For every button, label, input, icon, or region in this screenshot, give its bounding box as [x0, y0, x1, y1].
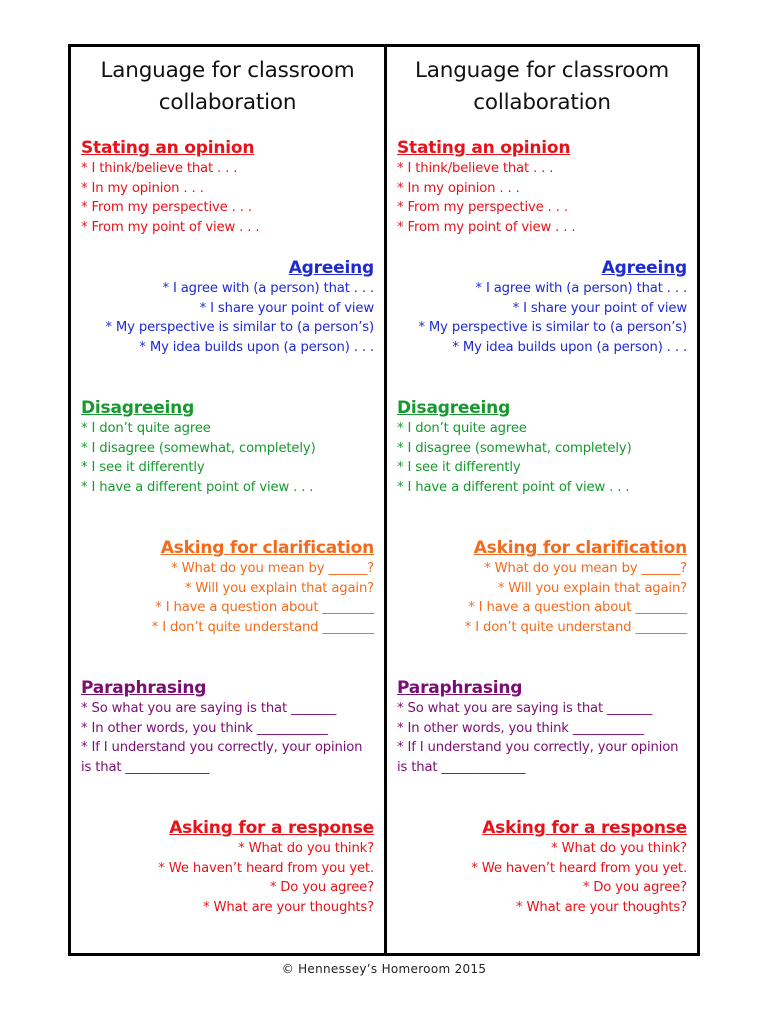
phrase-item: * We haven’t heard from you yet. — [158, 860, 374, 876]
phrase-item: * Do you agree? — [269, 880, 374, 896]
section-asking-for-a-response — [81, 817, 374, 917]
section-heading: Asking for clarification — [160, 538, 374, 558]
section-heading: Asking for a response — [169, 818, 374, 838]
phrase-item: * I don’t quite understand ________ — [464, 619, 687, 635]
phrase-item: * What do you mean by ______? — [484, 561, 687, 576]
section-heading: Agreeing — [288, 258, 374, 278]
phrase-item: * If I understand you correctly, your opinion is that _____________ — [397, 740, 679, 775]
phrase-item: * I don’t quite agree — [81, 421, 211, 436]
phrase-item: * My perspective is similar to (a person’s) — [418, 320, 687, 336]
phrase-item: * Do you agree? — [582, 880, 687, 896]
section-heading: Asking for clarification — [473, 538, 687, 558]
phrase-item: * From my perspective . . . — [397, 200, 568, 216]
phrase-item: * What do you mean by ______? — [171, 561, 374, 576]
phrase-item: * From my perspective . . . — [81, 200, 252, 216]
section-asking-for-clarification — [81, 537, 374, 637]
phrase-item: * If I understand you correctly, your opinion is that _____________ — [81, 740, 363, 775]
bookmark-left — [71, 47, 384, 953]
copyright-footer: © Hennessey’s Homeroom 2015 — [281, 962, 487, 976]
phrase-item: * I agree with (a person) that . . . — [475, 281, 687, 296]
section-heading: Stating an opinion — [397, 138, 571, 158]
phrase-item: * I share your point of view — [512, 300, 687, 316]
phrase-item: * I have a different point of view . . . — [397, 479, 630, 495]
section-stating-an-opinion — [81, 137, 374, 237]
bookmark-sheet — [68, 44, 700, 956]
phrase-item: * Will you explain that again? — [497, 580, 687, 596]
section-disagreeing — [81, 397, 374, 497]
section-heading: Disagreeing — [81, 398, 195, 418]
phrase-item: * From my point of view . . . — [397, 219, 576, 235]
phrase-item: * In other words, you think ___________ — [397, 720, 644, 736]
section-paraphrasing — [81, 677, 374, 777]
phrase-item: * We haven’t heard from you yet. — [471, 860, 687, 876]
section-heading: Paraphrasing — [397, 678, 523, 698]
bookmark-right — [384, 47, 697, 953]
phrase-item: * My idea builds upon (a person) . . . — [139, 339, 374, 355]
phrase-item: * In my opinion . . . — [81, 180, 204, 196]
phrase-item: * I don’t quite understand ________ — [151, 619, 374, 635]
phrase-item: * What do you think? — [238, 841, 374, 856]
phrase-item: * So what you are saying is that _______ — [397, 701, 653, 716]
phrase-item: * So what you are saying is that _______ — [81, 701, 337, 716]
phrase-item: * My idea builds upon (a person) . . . — [452, 339, 687, 355]
phrase-item: * I think/believe that . . . — [397, 161, 554, 176]
phrase-item: * What are your thoughts? — [516, 899, 687, 915]
phrase-item: * I have a different point of view . . . — [81, 479, 314, 495]
phrase-item: * I don’t quite agree — [397, 421, 527, 436]
phrase-item: * I see it differently — [81, 460, 205, 476]
phrase-item: * What do you think? — [551, 841, 687, 856]
phrase-item: * In other words, you think ___________ — [81, 720, 328, 736]
section-heading: Agreeing — [601, 258, 687, 278]
bookmark-title: Language for classroom collaboration — [100, 58, 355, 115]
section-heading: Asking for a response — [482, 818, 687, 838]
phrase-item: * I share your point of view — [199, 300, 374, 316]
phrase-item: * I have a question about ________ — [155, 600, 374, 616]
bookmark-title: Language for classroom collaboration — [415, 58, 669, 115]
section-asking-for-clarification — [397, 537, 687, 637]
phrase-item: * I agree with (a person) that . . . — [162, 281, 374, 296]
phrase-item: * I disagree (somewhat, completely) — [397, 440, 632, 456]
section-stating-an-opinion — [397, 137, 687, 237]
phrase-item: * From my point of view . . . — [81, 219, 260, 235]
phrase-item: * What are your thoughts? — [203, 899, 374, 915]
section-heading: Stating an opinion — [81, 138, 255, 158]
phrase-item: * My perspective is similar to (a person’s) — [105, 320, 374, 336]
phrase-item: * I disagree (somewhat, completely) — [81, 440, 316, 456]
section-heading: Paraphrasing — [81, 678, 207, 698]
phrase-item: * I think/believe that . . . — [81, 161, 238, 176]
phrase-item: * Will you explain that again? — [184, 580, 374, 596]
section-agreeing — [397, 257, 687, 357]
section-disagreeing — [397, 397, 687, 497]
phrase-item: * In my opinion . . . — [397, 180, 520, 196]
section-heading: Disagreeing — [397, 398, 511, 418]
section-paraphrasing — [397, 677, 687, 777]
section-asking-for-a-response — [397, 817, 687, 917]
section-agreeing — [81, 257, 374, 357]
phrase-item: * I see it differently — [397, 460, 521, 476]
phrase-item: * I have a question about ________ — [468, 600, 687, 616]
